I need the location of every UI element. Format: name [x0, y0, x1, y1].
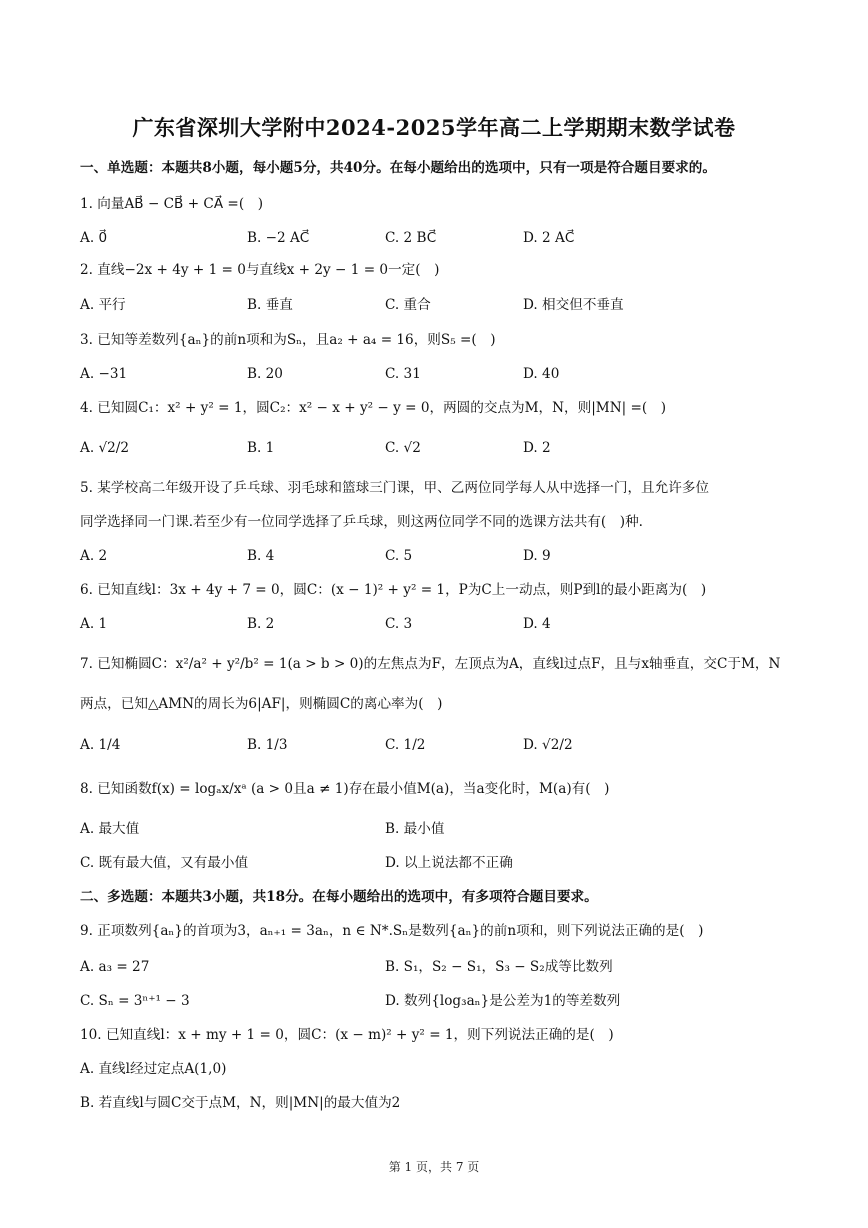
- question-5-stem-continued: 同学选择同一门课.若至少有一位同学选择了乒乓球，则这两位同学不同的选课方法共有( )种.: [80, 514, 643, 530]
- question-2-option-a: A. 平行: [80, 297, 126, 313]
- question-1-option-c: C. 2 BC⃗: [385, 230, 437, 246]
- question-6-stem: 6. 已知直线l：3x + 4y + 7 = 0，圆C：(x − 1)² + y² = 1，P为C上一动点，则P到l的最小距离为( ): [80, 582, 707, 598]
- section-heading-single-choice: 一、单选题：本题共8小题，每小题5分，共40分。在每小题给出的选项中，只有一项是符合题目要求的。: [80, 160, 716, 176]
- question-2-option-d: D. 相交但不垂直: [523, 297, 624, 313]
- question-4-option-c: C. √2: [385, 440, 421, 456]
- question-10-option-a: A. 直线l经过定点A(1,0): [80, 1061, 227, 1077]
- question-10-option-b: B. 若直线l与圆C交于点M，N，则|MN|的最大值为2: [80, 1095, 401, 1111]
- page-footer: 第 1 页，共 7 页: [388, 1160, 480, 1174]
- question-1-option-d: D. 2 AC⃗: [523, 230, 575, 246]
- question-7-option-d: D. √2/2: [523, 737, 573, 753]
- question-8-option-d: D. 以上说法都不正确: [385, 855, 513, 871]
- question-1-stem: 1. 向量AB⃗ − CB⃗ + CA⃗ =( ): [80, 196, 264, 212]
- question-9-option-c: C. Sₙ = 3ⁿ⁺¹ − 3: [80, 993, 190, 1009]
- question-5-option-b: B. 4: [247, 548, 275, 564]
- question-8-option-c: C. 既有最大值，又有最小值: [80, 855, 249, 871]
- question-3-option-c: C. 31: [385, 366, 421, 382]
- question-8-option-a: A. 最大值: [80, 821, 140, 837]
- question-9-option-d: D. 数列{log₃aₙ}是公差为1的等差数列: [385, 993, 621, 1009]
- section-heading-multiple-choice: 二、多选题：本题共3小题，共18分。在每小题给出的选项中，有多项符合题目要求。: [80, 889, 598, 905]
- question-2-option-c: C. 重合: [385, 297, 431, 313]
- question-5-option-a: A. 2: [80, 548, 108, 564]
- question-10-stem: 10. 已知直线l：x + my + 1 = 0，圆C：(x − m)² + y² = 1，则下列说法正确的是( ): [80, 1027, 614, 1043]
- question-3-option-d: D. 40: [523, 366, 560, 382]
- question-6-option-b: B. 2: [247, 616, 275, 632]
- question-9-option-b: B. S₁，S₂ − S₁，S₃ − S₂成等比数列: [385, 959, 613, 975]
- question-5-option-d: D. 9: [523, 548, 551, 564]
- question-3-option-b: B. 20: [247, 366, 283, 382]
- question-2-stem: 2. 直线−2x + 4y + 1 = 0与直线x + 2y − 1 = 0一定( ): [80, 262, 440, 278]
- question-5-option-c: C. 5: [385, 548, 413, 564]
- question-9-stem: 9. 正项数列{aₙ}的首项为3，aₙ₊₁ = 3aₙ，n ∈ N*.Sₙ是数列{aₙ}的前n项和，则下列说法正确的是( ): [80, 923, 704, 939]
- page-title: 广东省深圳大学附中2024-2025学年高二上学期期末数学试卷: [132, 115, 736, 140]
- question-5-stem: 5. 某学校高二年级开设了乒乓球、羽毛球和篮球三门课，甲、乙两位同学每人从中选择一门，且允许多位: [80, 480, 710, 496]
- question-7-option-c: C. 1/2: [385, 737, 426, 753]
- question-7-option-a: A. 1/4: [80, 737, 121, 753]
- question-7-option-b: B. 1/3: [247, 737, 288, 753]
- question-9-option-a: A. a₃ = 27: [80, 959, 150, 975]
- question-4-stem: 4. 已知圆C₁：x² + y² = 1，圆C₂：x² − x + y² − y = 0，两圆的交点为M，N，则|MN| =( ): [80, 400, 667, 416]
- question-4-option-b: B. 1: [247, 440, 275, 456]
- question-8-option-b: B. 最小值: [385, 821, 445, 837]
- question-6-option-c: C. 3: [385, 616, 413, 632]
- question-4-option-a: A. √2/2: [80, 440, 129, 456]
- question-7-stem-continued: 两点，已知△AMN的周长为6|AF|，则椭圆C的离心率为( ): [80, 696, 443, 712]
- question-4-option-d: D. 2: [523, 440, 551, 456]
- question-3-stem: 3. 已知等差数列{aₙ}的前n项和为Sₙ，且a₂ + a₄ = 16，则S₅ =( ): [80, 332, 496, 348]
- question-7-stem: 7. 已知椭圆C：x²/a² + y²/b² = 1(a > b > 0)的左焦点为F，左顶点为A，直线l过点F，且与x轴垂直，交C于M，N: [80, 656, 781, 672]
- question-1-option-b: B. −2 AC⃗: [247, 230, 310, 246]
- question-6-option-a: A. 1: [80, 616, 108, 632]
- question-3-option-a: A. −31: [80, 366, 128, 382]
- question-2-option-b: B. 垂直: [247, 297, 293, 313]
- question-6-option-d: D. 4: [523, 616, 551, 632]
- question-1-option-a: A. 0⃗: [80, 230, 108, 246]
- question-8-stem: 8. 已知函数f(x) = logₐx/xᵃ (a > 0且a ≠ 1)存在最小值M(a)，当a变化时，M(a)有( ): [80, 781, 610, 797]
